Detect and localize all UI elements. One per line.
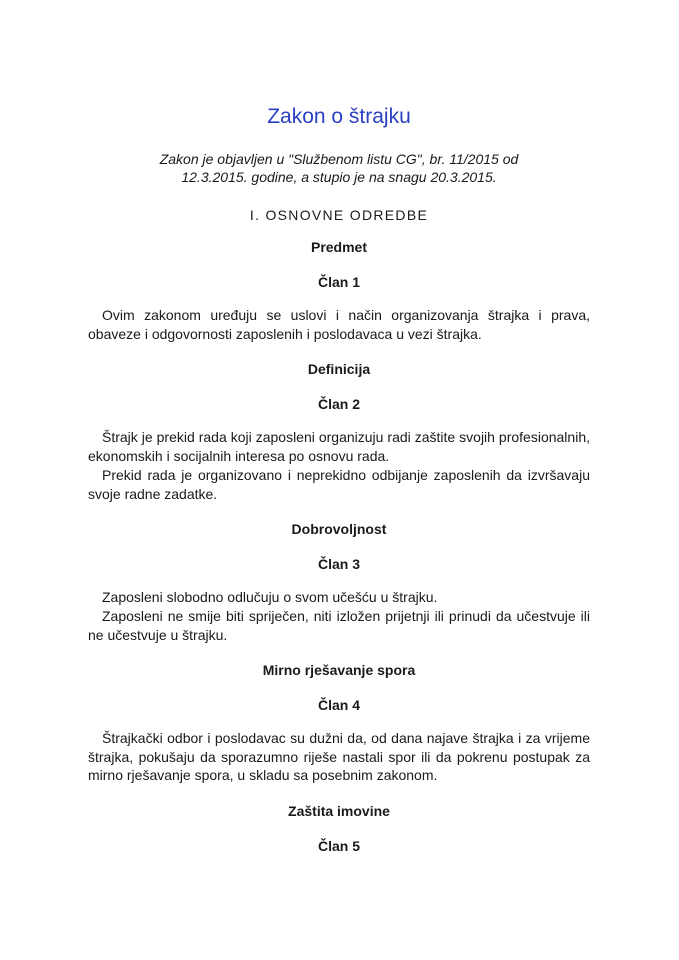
section-title: I. OSNOVNE ODREDBE (249, 207, 429, 223)
article-number: Član 5 (317, 838, 360, 854)
document-title: Zakon o štrajku (267, 105, 411, 128)
article-paragraph: Zaposleni ne smije biti spriječen, niti izložen prijetnji ili prinudi da učestvuje ili ne učestvuje u štrajku. (88, 608, 590, 643)
article-paragraph: Zaposleni slobodno odlučuju o svom učešću u štrajku. (102, 589, 438, 605)
article-heading: Zaštita imovine (288, 803, 390, 819)
article-heading: Predmet (310, 239, 368, 255)
article-paragraph: Ovim zakonom uređuju se uslovi i način organizovanja štrajka i prava, obaveze i odgovornosti zaposlenih i poslodavaca u vezi štrajka. (88, 307, 590, 342)
article-heading: Dobrovoljnost (291, 521, 387, 537)
article-paragraph: Štrajk je prekid rada koji zaposleni organizuju radi zaštite svojih profesionalnih, ekonomskih i socijalnih interesa po osnovu rada. (88, 429, 590, 464)
publication-line-1: Zakon je objavljen u "Službenom listu CG", br. 11/2015 od (159, 151, 519, 167)
article-heading: Mirno rješavanje spora (262, 662, 416, 678)
article-number: Član 4 (317, 697, 360, 713)
article-heading: Definicija (307, 361, 371, 377)
article-paragraph: Prekid rada je organizovano i neprekidno odbijanje zaposlenih da izvršavaju svoje radne zadatke. (88, 467, 590, 502)
article-number: Član 2 (317, 396, 360, 412)
article-number: Član 1 (317, 274, 360, 290)
article-number: Član 3 (317, 556, 360, 572)
article-paragraph: Štrajkački odbor i poslodavac su dužni da, od dana najave štrajka i za vrijeme štrajka, pokušaju da sporazumno riješe nastali spor ili da pokrenu postupak za mirno rješavanje spora, u skladu sa posebnim zakonom. (88, 730, 590, 783)
publication-note (88, 150, 590, 186)
publication-line-2: 12.3.2015. godine, a stupio je na snagu 20.3.2015. (181, 169, 497, 185)
